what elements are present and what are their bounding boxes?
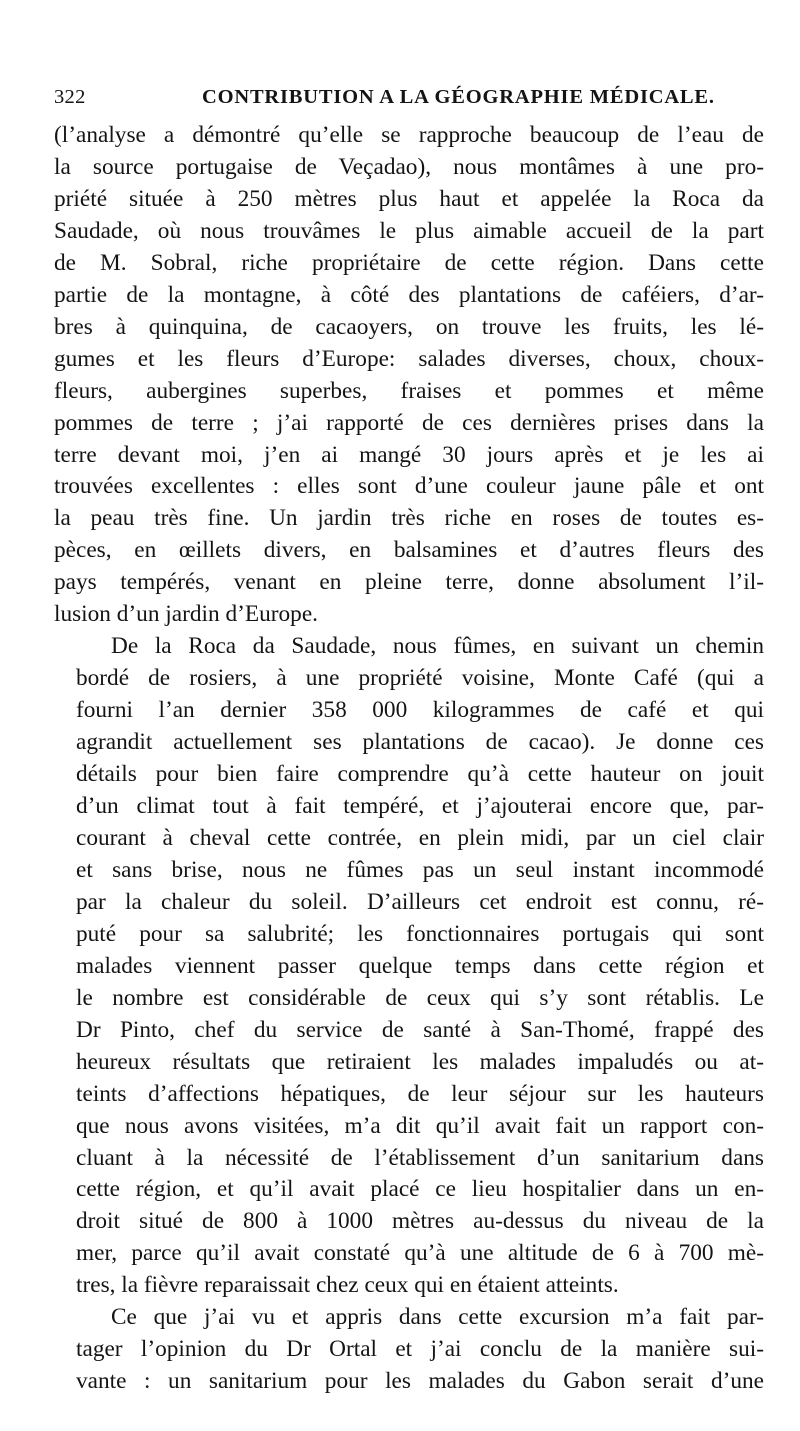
text-line xyxy=(76,1079,764,1111)
text-line xyxy=(54,120,764,152)
text-line xyxy=(76,887,764,919)
line-text: de M. Sobral, riche propriétaire de cette région. Dans cette xyxy=(54,249,764,276)
line-text: agrandit actuellement ses plantations de cacao). Je donne ces xyxy=(76,729,764,756)
line-text: courant à cheval cette contrée, en plein midi, par un ciel clair xyxy=(76,824,764,851)
text-line xyxy=(54,184,764,216)
text-line xyxy=(76,663,764,695)
paragraph xyxy=(54,120,764,631)
text-line xyxy=(54,471,764,503)
line-text: De la Roca da Saudade, nous fûmes, en suivant un chemin xyxy=(111,633,764,660)
text-line xyxy=(76,1015,764,1047)
line-text: partie de la montagne, à côté des plantations de caféiers, d’ar- xyxy=(54,281,764,308)
text-line xyxy=(76,919,764,951)
text-line xyxy=(54,376,764,408)
text-line xyxy=(54,344,764,376)
running-header xyxy=(54,86,764,116)
line-text: le nombre est considérable de ceux qui s’y sont rétablis. Le xyxy=(76,984,764,1011)
line-text: heureux résultats que retiraient les malades impaludés ou at- xyxy=(76,1048,764,1075)
text-line xyxy=(76,855,764,887)
line-text: Ce que j’ai vu et appris dans cette excursion m’a fait par- xyxy=(111,1304,764,1331)
line-text: cette région, et qu’il avait placé ce lieu hospitalier dans un en- xyxy=(76,1176,764,1203)
running-title: CONTRIBUTION A LA GÉOGRAPHIE MÉDICALE. xyxy=(202,86,715,108)
paragraph xyxy=(76,1302,764,1398)
line-text: pommes de terre ; j’ai rapporté de ces dernières prises dans la xyxy=(54,409,764,436)
text-line xyxy=(76,727,764,759)
line-text: tres, la fièvre reparaissait chez ceux qui en étaient atteints. xyxy=(76,1272,619,1299)
line-text: bres à quinquina, de cacaoyers, on trouve les fruits, les lé- xyxy=(54,313,764,340)
line-text: vante : un sanitarium pour les malades du Gabon serait d’une xyxy=(76,1368,764,1395)
line-text: fourni l’an dernier 358 000 kilogrammes de café et qui xyxy=(76,697,764,724)
body-text xyxy=(54,120,764,1398)
text-line xyxy=(76,951,764,983)
line-text: détails pour bien faire comprendre qu’à cette hauteur on jouit xyxy=(76,761,764,788)
text-line xyxy=(76,1302,764,1334)
text-line xyxy=(54,152,764,184)
text-line xyxy=(54,440,764,472)
text-line xyxy=(54,503,764,535)
line-text: la source portugaise de Veçadao), nous montâmes à une pro- xyxy=(54,153,764,180)
text-line xyxy=(54,216,764,248)
line-text: puté pour sa salubrité; les fonctionnaires portugais qui sont xyxy=(76,920,764,947)
text-line xyxy=(76,759,764,791)
text-line xyxy=(76,1334,764,1366)
text-line xyxy=(54,312,764,344)
line-text: terre devant moi, j’en ai mangé 30 jours après et je les ai xyxy=(54,441,764,468)
text-line xyxy=(54,408,764,440)
text-line xyxy=(76,1270,764,1302)
line-text: teints d’affections hépatiques, de leur séjour sur les hauteurs xyxy=(76,1080,764,1107)
text-line xyxy=(76,1111,764,1143)
line-text: priété située à 250 mètres plus haut et appelée la Roca da xyxy=(54,185,764,212)
text-line xyxy=(76,1174,764,1206)
text-line xyxy=(76,1047,764,1079)
line-text: cluant à la nécessité de l’établissement d’un sanitarium dans xyxy=(76,1144,764,1171)
line-text: d’un climat tout à fait tempéré, et j’ajouterai encore que, par- xyxy=(76,793,764,820)
line-text: pays tempérés, venant en pleine terre, donne absolument l’il- xyxy=(54,569,764,596)
line-text: Dr Pinto, chef du service de santé à San-Thomé, frappé des xyxy=(76,1016,764,1043)
line-text: que nous avons visitées, m’a dit qu’il avait fait un rapport con- xyxy=(76,1112,764,1139)
line-text: pèces, en œillets divers, en balsamines et d’autres fleurs des xyxy=(54,537,764,564)
text-line xyxy=(76,1238,764,1270)
text-line xyxy=(76,1366,764,1398)
text-line xyxy=(76,983,764,1015)
line-text: Saudade, où nous trouvâmes le plus aimable accueil de la part xyxy=(54,217,764,244)
line-text: malades viennent passer quelque temps dans cette région et xyxy=(76,952,764,979)
text-line xyxy=(54,599,764,631)
text-line xyxy=(76,823,764,855)
text-line xyxy=(54,248,764,280)
line-text: fleurs, aubergines superbes, fraises et pommes et même xyxy=(54,377,764,404)
text-line xyxy=(76,1143,764,1175)
text-line xyxy=(76,1206,764,1238)
line-text: droit situé de 800 à 1000 mètres au-dessus du niveau de la xyxy=(76,1208,764,1235)
line-text: (l’analyse a démontré qu’elle se rapproche beaucoup de l’eau de xyxy=(54,122,764,148)
line-text: trouvées excellentes : elles sont d’une couleur jaune pâle et ont xyxy=(54,473,764,500)
text-line xyxy=(76,631,764,663)
line-text: la peau très fine. Un jardin très riche en roses de toutes es- xyxy=(54,505,764,532)
line-text: tager l’opinion du Dr Ortal et j’ai conclu de la manière sui- xyxy=(76,1336,764,1363)
line-text: mer, parce qu’il avait constaté qu’à une altitude de 6 à 700 mè- xyxy=(76,1240,764,1267)
text-line xyxy=(54,535,764,567)
line-text: bordé de rosiers, à une propriété voisine, Monte Café (qui a xyxy=(76,665,764,692)
text-line xyxy=(76,695,764,727)
line-text: gumes et les fleurs d’Europe: salades diverses, choux, choux- xyxy=(54,345,764,372)
paragraph xyxy=(76,631,764,1302)
text-line xyxy=(76,791,764,823)
line-text: et sans brise, nous ne fûmes pas un seul instant incommodé xyxy=(76,856,764,883)
text-line xyxy=(54,567,764,599)
text-line xyxy=(54,280,764,312)
page-number: 322 xyxy=(54,86,86,108)
line-text: par la chaleur du soleil. D’ailleurs cet endroit est connu, ré- xyxy=(76,888,764,915)
line-text: lusion d’un jardin d’Europe. xyxy=(54,601,318,628)
